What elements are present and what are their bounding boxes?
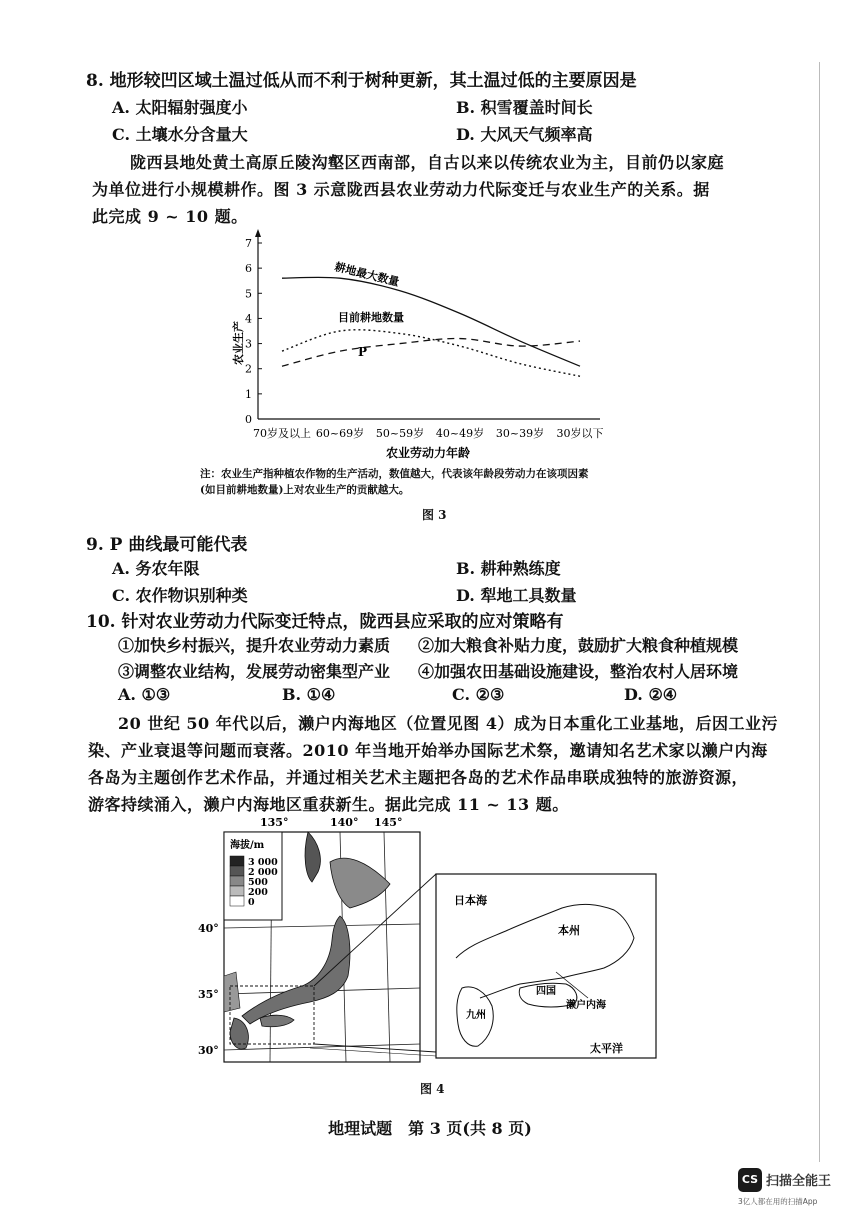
passage-line: 各岛为主题创作艺术作品，并通过相关艺术主题把各岛的艺术作品串联成独特的旅游资源， [88, 768, 749, 787]
legend-value: 0 [248, 897, 255, 908]
q10-item-1: ①加快乡村振兴，提升农业劳动力素质 [118, 636, 391, 655]
y-tick-label: 5 [245, 287, 252, 301]
legend-swatch-0 [230, 896, 244, 906]
y-tick-group [245, 237, 262, 426]
series-line-3 [282, 339, 580, 367]
q9-option-a: A. 务农年限 [112, 559, 200, 578]
chart-axes [255, 229, 600, 419]
q8-option-d: D. 大风天气频率高 [456, 125, 593, 144]
y-tick-label: 0 [245, 413, 252, 426]
legend-swatch-200 [230, 886, 244, 896]
lon-label-140: 140° [330, 816, 359, 829]
x-axis-label: 农业劳动力年龄 [385, 446, 471, 460]
lon-label-135: 135° [260, 816, 289, 829]
passage-11-13 [88, 710, 798, 818]
y-tick-label: 3 [245, 337, 252, 351]
page-edge-line [819, 62, 820, 1162]
x-tick-label: 70岁及以上 [253, 427, 311, 440]
scanner-tagline: 3亿人都在用的扫描App [738, 1197, 818, 1206]
legend-value: 200 [248, 887, 268, 898]
legend-swatch-500 [230, 876, 244, 886]
figure-4-map [190, 812, 670, 1072]
x-tick-label: 50~59岁 [375, 427, 425, 440]
note-line: (如目前耕地数量)上对农业生产的贡献越大。 [200, 484, 410, 496]
question-8-stem: 8. 地形较凹区域土温过低从而不利于树种更新，其土温过低的主要原因是 [86, 71, 637, 91]
passage-line: 染、产业衰退等问题而衰落。2010 年当地开始举办国际艺术祭，邀请知名艺术家以濑户内海 [88, 741, 768, 760]
q10-option-d: D. ②④ [624, 685, 678, 704]
page-footer: 地理试题 第 3 页(共 8 页) [328, 1119, 532, 1138]
q10-option-a: A. ①③ [118, 685, 171, 704]
label-kyushu: 九州 [466, 1010, 486, 1021]
scanner-logo-icon: CS [738, 1168, 762, 1192]
note-line: 注：农业生产指种植农作物的生产活动，数值越大，代表该年龄段劳动力在该项因素 [200, 468, 589, 480]
series-group [282, 277, 580, 376]
scanner-watermark [738, 1168, 848, 1208]
y-tick-label: 1 [245, 387, 252, 401]
legend-value: 2 000 [248, 867, 278, 878]
legend-swatch-3000 [230, 856, 244, 866]
x-tick-label: 60~69岁 [315, 427, 365, 440]
label-seto-inland-sea: 濑户内海 [566, 1000, 606, 1011]
passage-line: 陇西县地处黄土高原丘陵沟壑区西南部，自古以来以传统农业为主，目前仍以家庭 [130, 153, 725, 172]
label-shikoku: 四国 [536, 986, 556, 997]
label-sea-of-japan: 日本海 [454, 894, 487, 907]
passage-9-10 [92, 149, 792, 230]
q10-option-b: B. ①④ [282, 685, 336, 704]
y-tick-label: 6 [245, 262, 252, 276]
question-10-stem: 10. 针对农业劳动力代际变迁特点，陇西县应采取的应对策略有 [86, 612, 564, 632]
q9-option-c: C. 农作物识别种类 [112, 586, 248, 605]
passage-line: 为单位进行小规模耕作。图 3 示意陇西县农业劳动力代际变迁与农业生产的关系。据 [92, 180, 710, 199]
q10-item-3: ③调整农业结构，发展劳动密集型产业 [118, 662, 391, 681]
q10-option-c: C. ②③ [452, 685, 505, 704]
q9-option-b: B. 耕种熟练度 [456, 559, 561, 578]
question-9-stem: 9. P 曲线最可能代表 [86, 535, 248, 555]
legend-title: 海拔/m [230, 840, 265, 851]
series-line-2 [282, 330, 580, 376]
passage-line: 20 世纪 50 年代以后，濑户内海地区（位置见图 4）成为日本重化工业基地，后因工业污 [118, 714, 778, 733]
series-label-max-land: 耕地最大数量 [333, 260, 401, 289]
legend-swatch-2000 [230, 866, 244, 876]
q9-option-d: D. 犁地工具数量 [456, 586, 577, 605]
y-axis-arrow [255, 229, 261, 237]
x-tick-label: 30~39岁 [495, 427, 545, 440]
y-axis-label: 农业生产 [232, 321, 245, 365]
series-label-current-land: 目前耕地数量 [338, 311, 404, 324]
q8-option-a: A. 太阳辐射强度小 [112, 98, 248, 117]
legend-value: 500 [248, 877, 268, 888]
q10-item-2: ②加大粮食补贴力度，鼓励扩大粮食种植规模 [418, 636, 739, 655]
q8-option-b: B. 积雪覆盖时间长 [456, 98, 593, 117]
scanner-app-name: 扫描全能王 [766, 1174, 832, 1189]
passage-line: 此完成 9 ~ 10 题。 [92, 207, 248, 226]
x-tick-label: 30岁以下 [556, 427, 604, 440]
q10-item-4: ④加强农田基础设施建设，整治农村人居环境 [418, 662, 739, 681]
label-honshu: 本州 [558, 924, 580, 937]
lat-label-35: 35° [198, 988, 219, 1001]
q8-option-c: C. 土壤水分含量大 [112, 125, 248, 144]
y-tick-label: 2 [245, 362, 252, 376]
y-tick-label: 7 [245, 237, 252, 250]
x-tick-group [253, 426, 604, 440]
legend-value: 3 000 [248, 857, 278, 868]
lat-label-30: 30° [198, 1044, 219, 1057]
x-tick-label: 40~49岁 [435, 427, 485, 440]
figure-4-caption: 图 4 [420, 1082, 445, 1096]
label-pacific: 太平洋 [590, 1042, 623, 1055]
figure-3-line-chart [200, 225, 620, 465]
lat-label-40: 40° [198, 922, 219, 935]
figure-3-caption: 图 3 [422, 508, 447, 522]
passage-line: 游客持续涌入，濑户内海地区重获新生。据此完成 11 ~ 13 题。 [88, 795, 569, 814]
series-line-1 [282, 277, 580, 366]
figure-3-note [200, 466, 720, 498]
lon-label-145: 145° [374, 816, 403, 829]
series-label-p: P [358, 345, 368, 359]
y-tick-label: 4 [245, 312, 252, 326]
